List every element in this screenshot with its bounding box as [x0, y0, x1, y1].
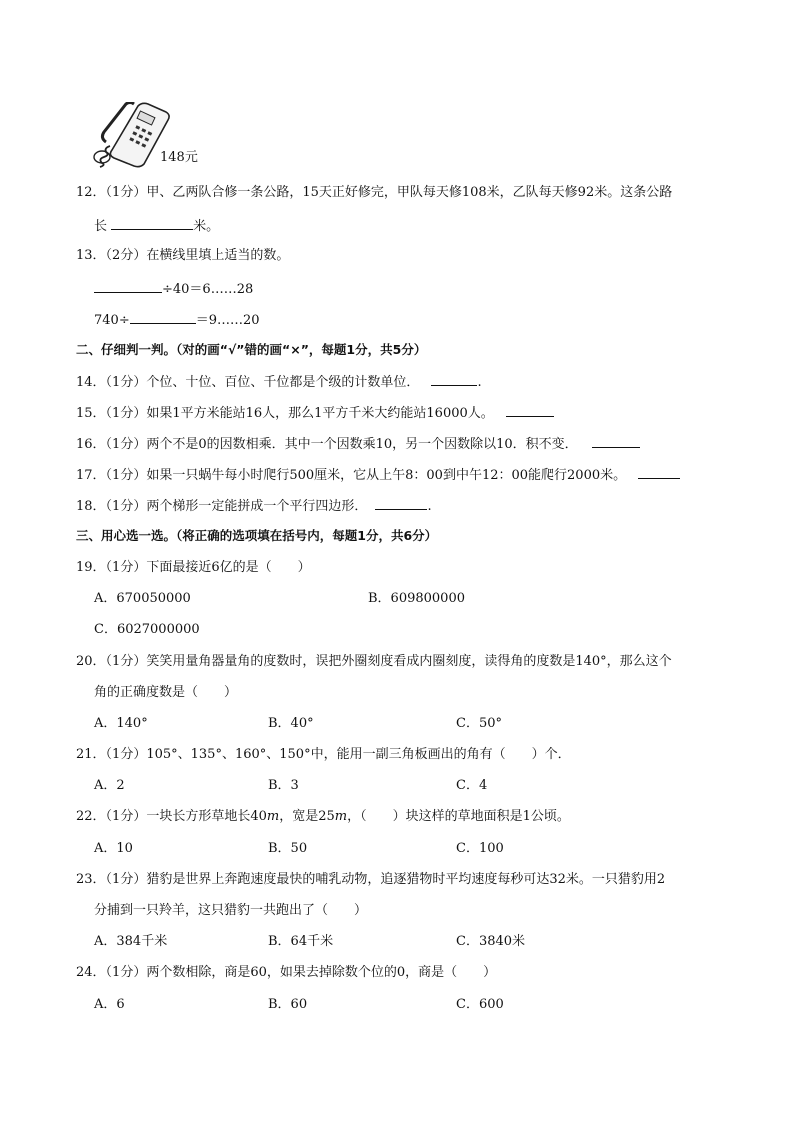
- question-14-text: 14．（1分）个位、十位、百位、千位都是个级的计数单位．: [76, 375, 420, 390]
- answer-blank-18[interactable]: [375, 497, 427, 510]
- question-18-end: .: [427, 499, 432, 514]
- question-12-line2: [94, 217, 219, 235]
- question-18-text: 18．（1分）两个梯形一定能拼成一个平行四边形．: [76, 499, 368, 514]
- question-15-text: 15．（1分）如果1平方米能站16人，那么1平方千米大约能站16000人。: [76, 406, 494, 421]
- question-12-line1: 12．（1分）甲、乙两队合修一条公路，15天正好修完，甲队每天修108米，乙队每天修92米。这条公路: [76, 185, 673, 200]
- question-13-eq1-text: ÷40＝6……28: [162, 282, 254, 297]
- question-22-mid: ，宽是25: [279, 809, 335, 824]
- question-22-stem: [76, 809, 570, 825]
- question-13-eq2-text: ＝9……20: [195, 313, 260, 328]
- option-23-c[interactable]: C．3840米: [456, 934, 526, 949]
- question-22-post: ，（ ）块这样的草地面积是1公顷。: [347, 809, 570, 824]
- answer-blank-13b[interactable]: [130, 311, 196, 324]
- question-19-stem: 19．（1分）下面最接近6亿的是（ ）: [76, 560, 311, 575]
- question-13-eq2: [94, 311, 260, 329]
- answer-blank-17[interactable]: [638, 466, 680, 479]
- section-3-title: 三、用心选一选。（将正确的选项填在括号内，每题1分，共6分）: [76, 528, 438, 543]
- option-20-a[interactable]: A．140°: [94, 716, 148, 731]
- option-21-c[interactable]: C．4: [456, 778, 488, 793]
- question-23-line1: 23．（1分）猎豹是世界上奔跑速度最快的哺乳动物，追逐猎物时平均速度每秒可达32米。一只猎豹用2: [76, 872, 666, 887]
- question-12-prefix: 长: [94, 219, 108, 234]
- question-17: [76, 466, 680, 484]
- option-24-b[interactable]: B．60: [268, 997, 308, 1012]
- question-24-stem: 24．（1分）两个数相除，商是60，如果去掉除数个位的0，商是（ ）: [76, 965, 497, 980]
- option-23-a[interactable]: A．384千米: [94, 934, 168, 949]
- question-20-line1: 20．（1分）笑笑用量角器量角的度数时，误把外圈刻度看成内圈刻度，读得角的度数是140°，那么这个: [76, 654, 672, 669]
- question-16-text: 16．（1分）两个不是0的因数相乘．其中一个因数乘10，另一个因数除以10．积不变．: [76, 437, 578, 452]
- option-24-a[interactable]: A．6: [94, 997, 125, 1012]
- answer-blank-13a[interactable]: [94, 280, 162, 293]
- option-20-b[interactable]: B．40°: [268, 716, 314, 731]
- unit-m-1: m: [266, 809, 280, 824]
- option-22-b[interactable]: B．50: [268, 841, 308, 856]
- question-16: [76, 435, 640, 453]
- answer-blank-15[interactable]: [506, 404, 554, 417]
- answer-blank-16[interactable]: [592, 435, 640, 448]
- option-21-b[interactable]: B．3: [268, 778, 299, 793]
- question-14: [76, 373, 482, 391]
- option-24-c[interactable]: C．600: [456, 997, 504, 1012]
- question-15: [76, 404, 554, 422]
- option-21-a[interactable]: A．2: [94, 778, 125, 793]
- option-19-c[interactable]: C．6027000000: [94, 622, 200, 637]
- option-22-c[interactable]: C．100: [456, 841, 504, 856]
- question-18: [76, 497, 432, 515]
- question-21-stem: 21．（1分）105°、135°、160°、150°中，能用一副三角板画出的角有（ ）个．: [76, 747, 571, 762]
- option-19-a[interactable]: A．670050000: [94, 591, 191, 606]
- question-12-unit: 米。: [193, 219, 220, 234]
- option-22-a[interactable]: A．10: [94, 841, 133, 856]
- phone-price: 148元: [160, 150, 198, 165]
- question-14-end: .: [477, 375, 482, 390]
- question-13-eq1: [94, 280, 253, 298]
- answer-blank-12[interactable]: [111, 217, 193, 230]
- question-20-line2: 角的正确度数是（ ）: [94, 685, 238, 700]
- answer-blank-14[interactable]: [431, 373, 477, 386]
- telephone-figure: [92, 102, 212, 170]
- unit-m-2: m: [334, 809, 348, 824]
- option-23-b[interactable]: B．64千米: [268, 934, 334, 949]
- section-2-title: 二、仔细判一判。（对的画“√”错的画“×”，每题1分，共5分）: [76, 342, 427, 357]
- option-19-b[interactable]: B．609800000: [368, 591, 465, 606]
- question-13-eq2-pre: 740÷: [94, 313, 130, 328]
- question-22-pre: 22．（1分）一块长方形草地长40: [76, 809, 267, 824]
- question-17-text: 17．（1分）如果一只蜗牛每小时爬行500厘米，它从上午8：00到中午12：00能爬行2000米。: [76, 468, 627, 483]
- question-23-line2: 分捕到一只羚羊，这只猎豹一共跑出了（ ）: [94, 903, 368, 918]
- question-13-stem: 13．（2分）在横线里填上适当的数。: [76, 248, 290, 263]
- option-20-c[interactable]: C．50°: [456, 716, 502, 731]
